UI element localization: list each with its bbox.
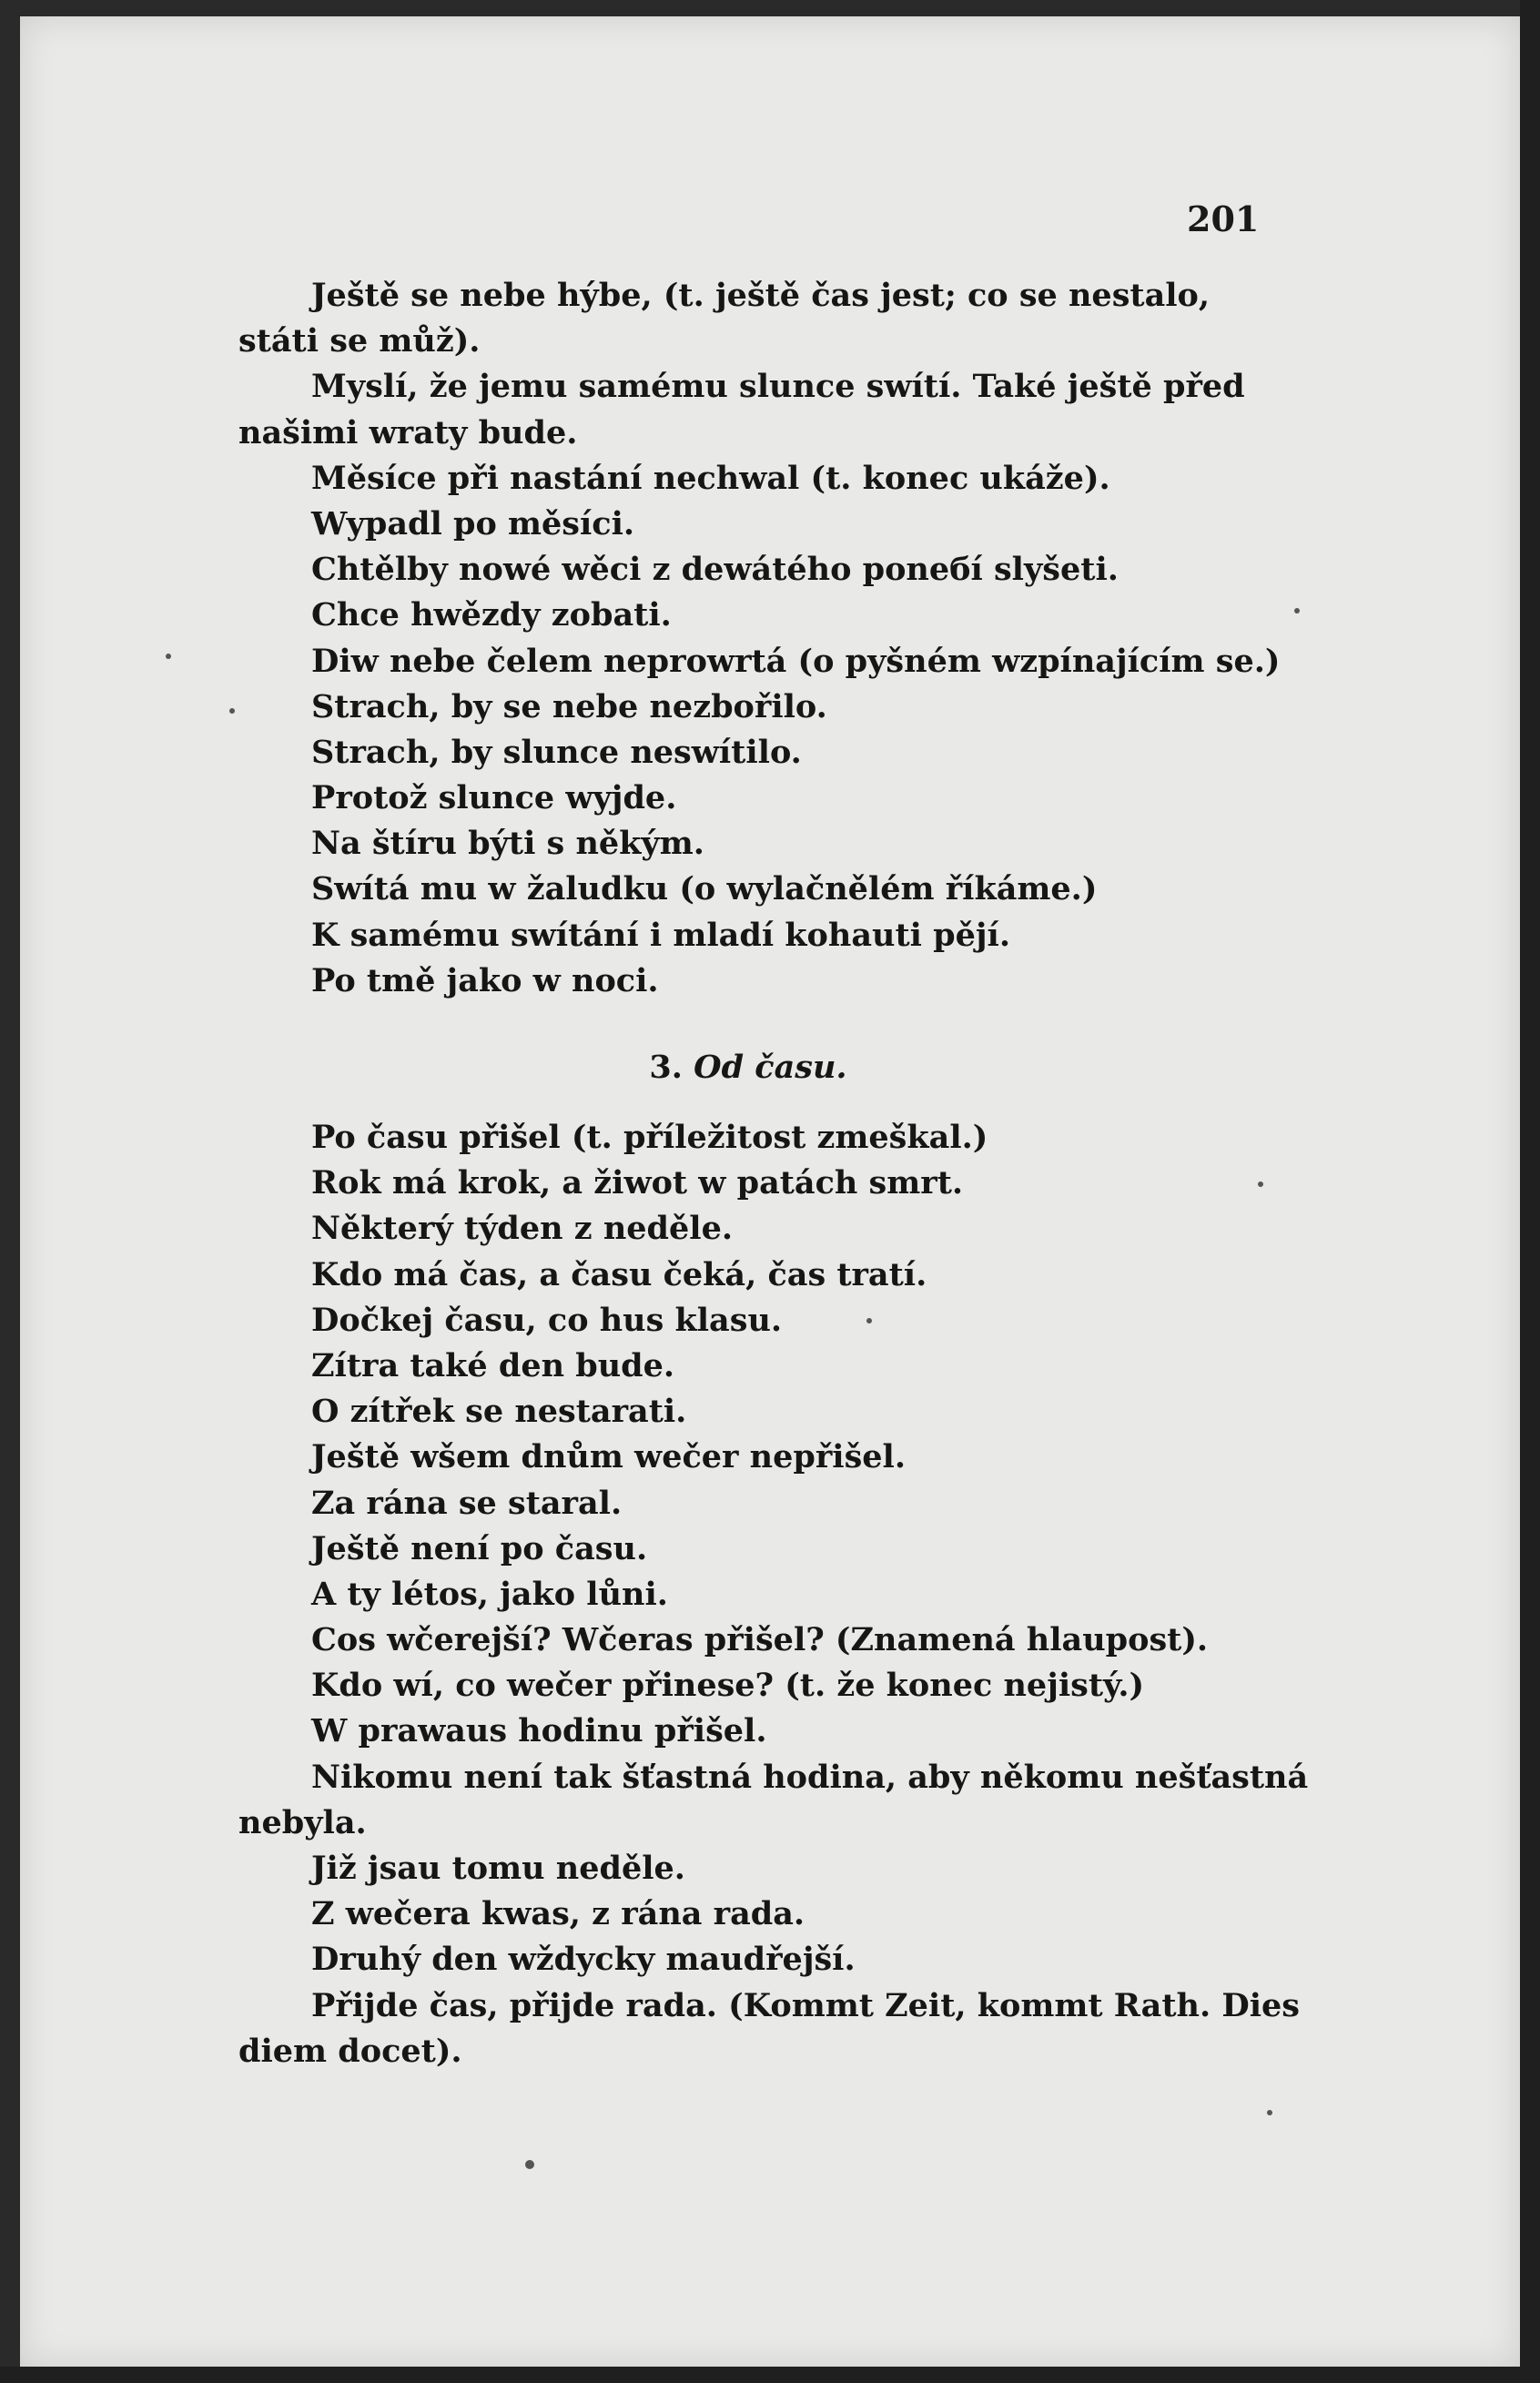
text-line: Na štíru býti s někým.	[311, 825, 704, 863]
text-line: Druhý den wždycky maudřejší.	[311, 1941, 856, 1979]
text-line: Strach, by se nebe nezbořilo.	[311, 687, 827, 725]
text-line: Protož slunce wyjde.	[311, 779, 677, 817]
scan-speck	[1267, 2110, 1272, 2115]
scan-speck	[229, 708, 235, 714]
section-title: Od času.	[694, 1049, 847, 1086]
text-line: diem docet).	[238, 2032, 462, 2070]
text-line: Cos wčerejší? Wčeras přišel? (Znamená hlaupost).	[311, 1621, 1209, 1659]
scan-speck	[166, 654, 171, 659]
text-line: Kdo má čas, a času čeká, čas tratí.	[311, 1255, 927, 1293]
book-page	[20, 16, 1520, 2367]
text-line: Ještě wšem dnům wečer nepřišel.	[311, 1438, 907, 1476]
section-number: 3.	[649, 1049, 683, 1086]
text-line: Po tmě jako w noci.	[311, 961, 659, 999]
text-line: A ty létos, jako lůni.	[311, 1575, 668, 1613]
text-line: Za rána se staral.	[311, 1484, 623, 1522]
text-line: Diw nebe čelem neprowrtá (o pyšném wzpínajícím se.)	[311, 642, 1281, 680]
text-line: O zítřek se nestarati.	[311, 1393, 687, 1431]
text-line: Zítra také den bude.	[311, 1346, 675, 1384]
scan-speck	[1294, 608, 1300, 613]
text-line: Strach, by slunce neswítilo.	[311, 733, 802, 771]
page-number: 201	[1187, 198, 1260, 239]
text-line: Již jsau tomu neděle.	[311, 1850, 685, 1887]
text-line: státi se můž).	[238, 322, 481, 360]
scan-top-edge	[0, 0, 1540, 16]
text-line: Nikomu není tak šťastná hodina, aby někomu nešťastná	[311, 1758, 1309, 1796]
scan-speck	[1258, 1181, 1263, 1187]
text-line: Přijde čas, přijde rada. (Kommt Zeit, kommt Rath. Dies	[311, 1986, 1300, 2024]
text-line: Ještě se nebe hýbe, (t. ještě čas jest; co se nestalo,	[311, 277, 1211, 314]
page-body	[238, 273, 1309, 2074]
text-line: Měsíce při nastání nechwal (t. konec ukáže).	[311, 459, 1110, 497]
text-line: našimi wraty bude.	[238, 413, 578, 451]
text-line: Ještě není po času.	[311, 1529, 648, 1567]
text-line: Z wečera kwas, z rána rada.	[311, 1895, 805, 1933]
scan-bottom-edge	[0, 2367, 1540, 2383]
proverbs-list-before	[238, 273, 1281, 1004]
text-line: W prawaus hodinu přišel.	[311, 1712, 767, 1750]
text-line: Wypadl po měsíci.	[311, 504, 635, 543]
scan-speck	[866, 1318, 872, 1323]
text-line: Některý týden z neděle.	[311, 1210, 734, 1248]
text-line: Kdo wí, co wečer přinese? (t. že konec nejistý.)	[311, 1667, 1145, 1705]
text-line: K samému swítání i mladí kohauti pějí.	[311, 916, 1011, 954]
text-line: Myslí, že jemu samému slunce swítí. Také ještě před	[311, 368, 1245, 406]
text-line: Dočkej času, co hus klasu.	[311, 1301, 783, 1339]
text-line: Chtělby nowé wěci z dewátého poneбí slyšeti.	[311, 551, 1119, 589]
text-line: Po času přišel (t. příležitost zmeškal.)	[311, 1119, 988, 1156]
text-line: Rok má krok, a žiwot w patách smrt.	[311, 1164, 964, 1202]
text-line: Swítá mu w žaludku (o wylačnělém říkáme.)	[311, 870, 1098, 908]
section-heading	[238, 1037, 1258, 1099]
scan-right-edge	[1520, 0, 1540, 2383]
scan-speck	[525, 2160, 534, 2169]
text-line: Chce hwězdy zobati.	[311, 596, 672, 634]
proverbs-list-after	[238, 1115, 1309, 2074]
text-line: nebyla.	[238, 1803, 367, 1841]
